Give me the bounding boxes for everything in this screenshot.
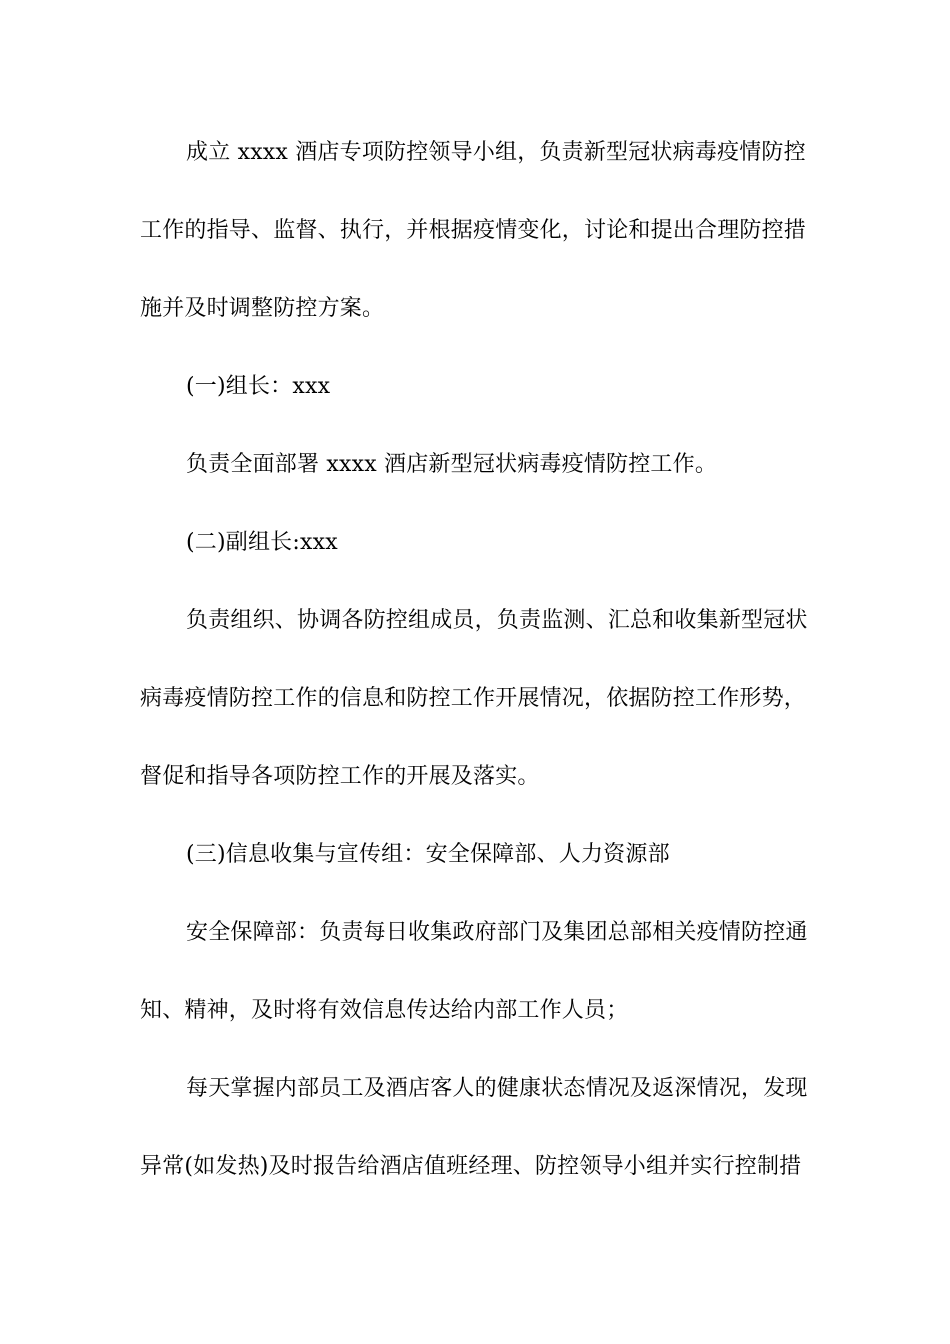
paragraph-line: 成立 xxxx 酒店专项防控领导小组，负责新型冠状病毒疫情防控 (186, 140, 806, 165)
section-heading-leader: (一)组长：xxx (186, 374, 331, 399)
paragraph-line: 负责全面部署 xxxx 酒店新型冠状病毒疫情防控工作。 (186, 452, 718, 477)
section-heading-info-group: (三)信息收集与宣传组：安全保障部、人力资源部 (186, 842, 670, 867)
paragraph-line: 每天掌握内部员工及酒店客人的健康状态情况及返深情况，发现 (186, 1076, 808, 1101)
paragraph-line: 异常(如发热)及时报告给酒店值班经理、防控领导小组并实行控制措 (140, 1154, 802, 1179)
document-body (140, 128, 812, 1220)
paragraph-line: 知、精神，及时将有效信息传达给内部工作人员； (140, 998, 629, 1023)
paragraph-line: 督促和指导各项防控工作的开展及落实。 (140, 764, 540, 789)
paragraph-line: 负责组织、协调各防控组成员，负责监测、汇总和收集新型冠状 (186, 608, 808, 633)
section-heading-deputy-leader: (二)副组长:xxx (186, 530, 338, 555)
paragraph-line: 工作的指导、监督、执行，并根据疫情变化，讨论和提出合理防控措 (140, 218, 807, 243)
paragraph-line: 病毒疫情防控工作的信息和防控工作开展情况，依据防控工作形势， (140, 686, 807, 711)
paragraph-line: 安全保障部：负责每日收集政府部门及集团总部相关疫情防控通 (186, 920, 808, 945)
paragraph-line: 施并及时调整防控方案。 (140, 296, 385, 321)
